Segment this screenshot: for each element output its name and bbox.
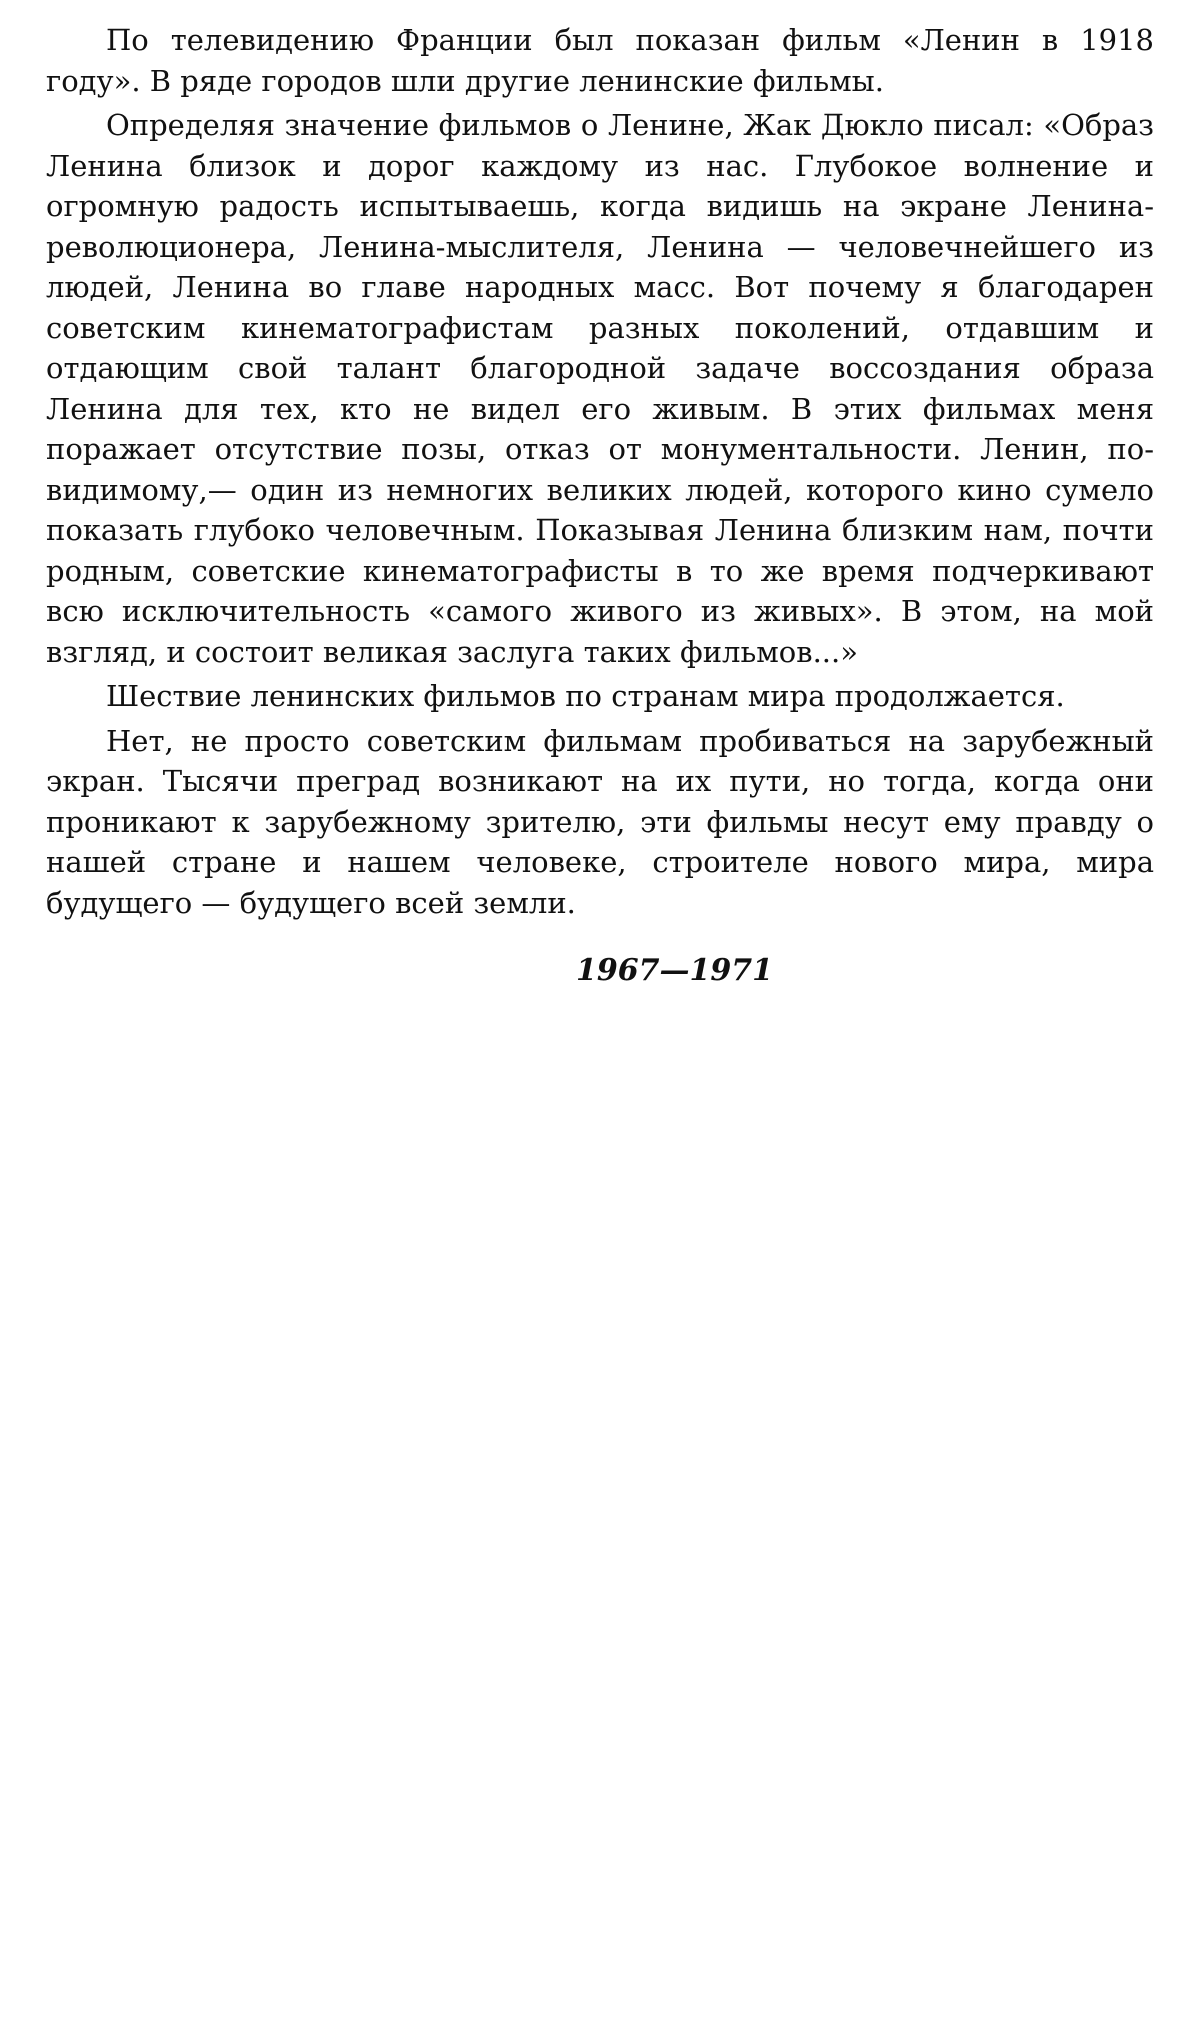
date-line: 1967—1971 (576, 953, 773, 988)
paragraph-1: По телевидению Франции был показан фильм «Ленин в 1918 году». В ряде городов шли другие ленинские фильмы. (46, 23, 1154, 98)
paragraph-2: Определяя значение фильмов о Ленине, Жак Дюкло писал: «Образ Ленина близок и дорог каждому из нас. Глубокое волнение и огромную радость испытываешь, когда видишь на экране Ленина-революционера, Ленина-мыслителя, Ленина — человечнейшего из людей, Ленина во главе народных масс. Вот почему я благодарен советским кинематографистам разных поколений, отдавшим и отдающим свой талант благородной задаче воссоздания образа Ленина для тех, кто не видел его живым. В этих фильмах меня поражает отсутствие позы, отказ от монументальности. Ленин, по-видимому,— один из немногих великих людей, которого кино сумело показать глубоко человечным. Показывая Ленина близким нам, почти родным, советские кинематографисты в то же время подчеркивают всю исключительность «самого живого из живых». В этом, на мой взгляд, и состоит великая заслуга таких фильмов...» (46, 108, 1154, 669)
paragraph-3: Шествие ленинских фильмов по странам мира продолжается. (106, 679, 1065, 713)
paragraph-4: Нет, не просто советским фильмам пробиваться на зарубежный экран. Тысячи преград возникают на их пути, но тогда, когда они проникают к зарубежному зрителю, эти фильмы несут ему правду о нашей стране и нашем человеке, строителе нового мира, мира будущего — будущего всей земли. (46, 723, 1154, 920)
page-content (46, 20, 1154, 992)
